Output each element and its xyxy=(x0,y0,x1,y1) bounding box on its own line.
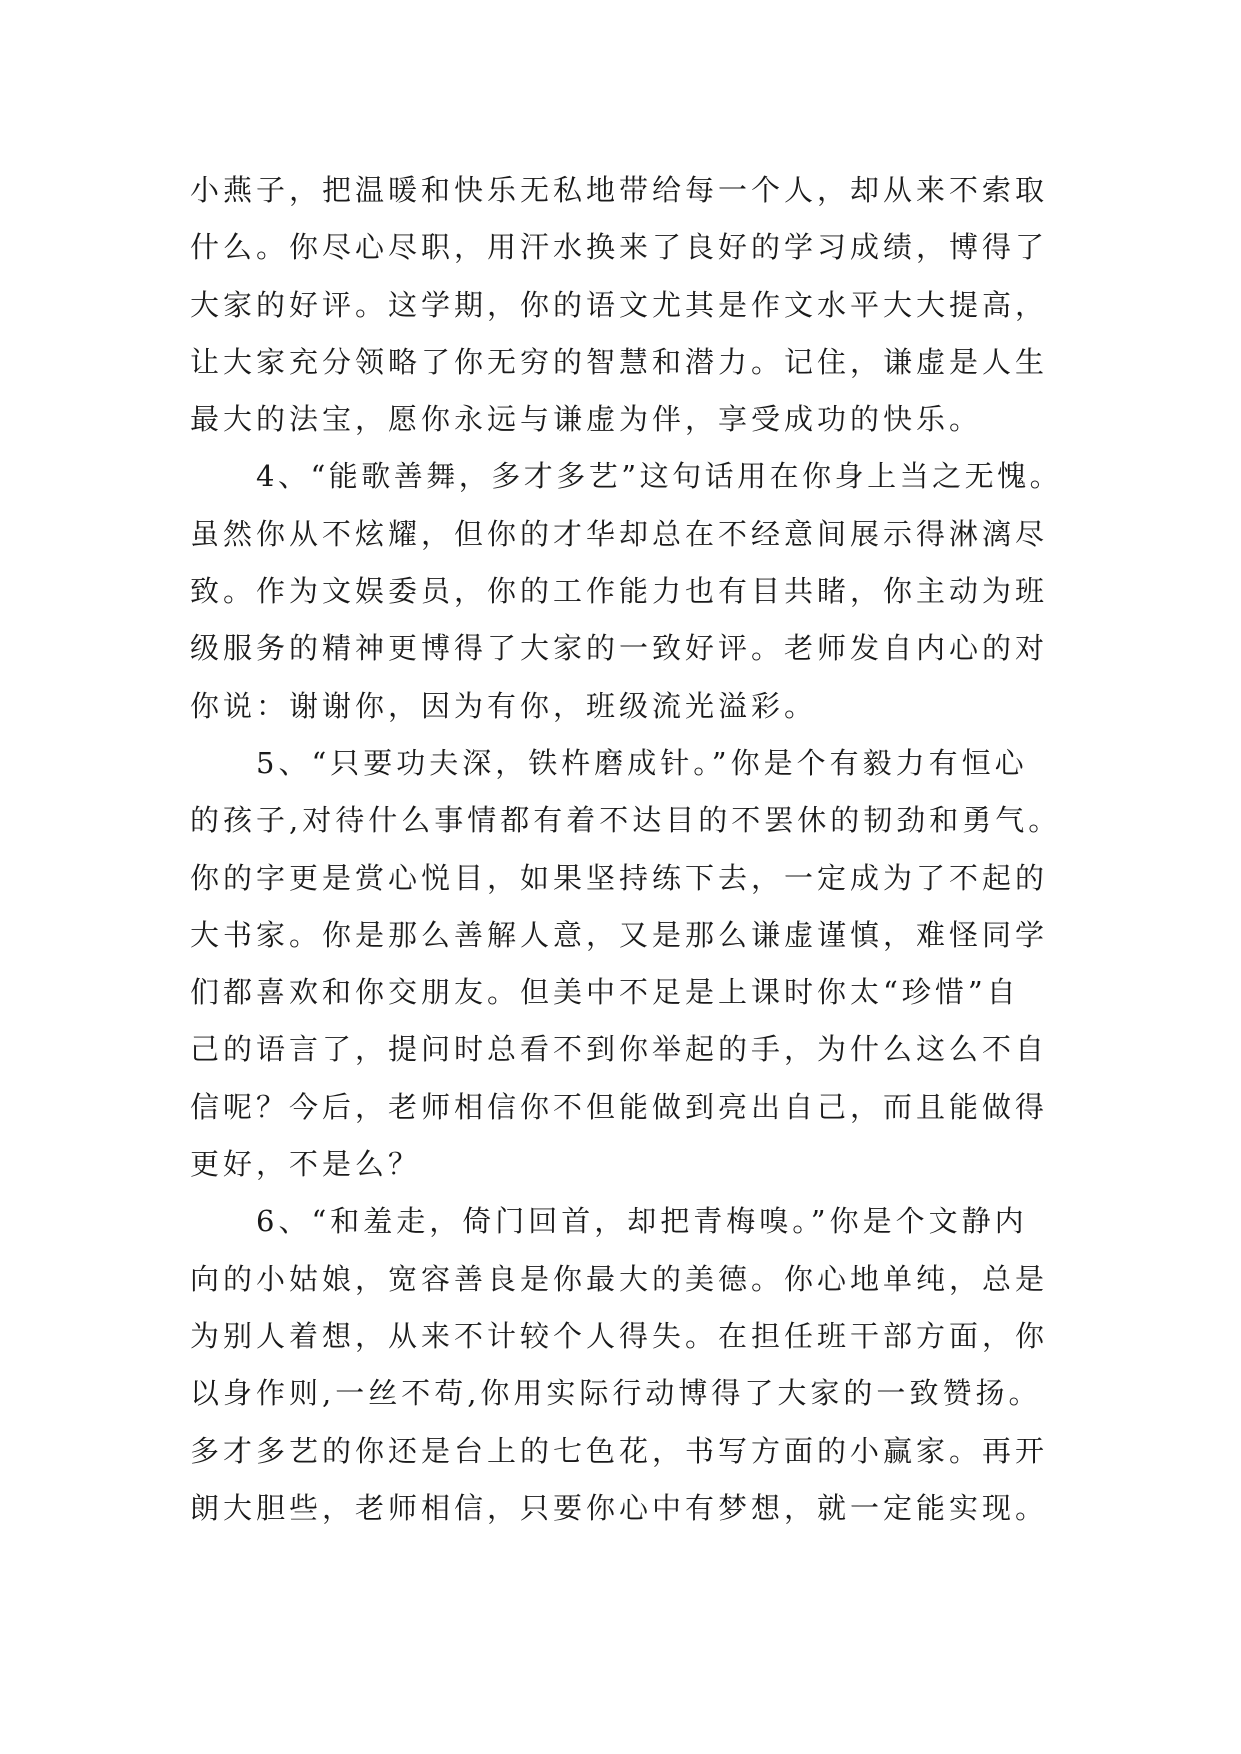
text-line: 最大的法宝，愿你永远与谦虚为伴，享受成功的快乐。 xyxy=(190,402,983,437)
text-line: 什么。你尽心尽职，用汗水换来了良好的学习成绩，博得了 xyxy=(190,230,1049,265)
body-text xyxy=(190,162,1070,1537)
text-line: 4、“能歌善舞，多才多艺”这句话用在你身上当之无愧。 xyxy=(256,459,1063,494)
text-line: 6、“和羞走，倚门回首，却把青梅嗅。”你是个文静内 xyxy=(256,1204,1028,1239)
text-line: 小燕子，把温暖和快乐无私地带给每一个人，却从来不索取 xyxy=(190,173,1049,207)
text-line: 级服务的精神更博得了大家的一致好评。老师发自内心的对 xyxy=(190,631,1049,666)
text-line: 们都喜欢和你交朋友。但美中不足是上课时你太“珍惜”自 xyxy=(190,975,1020,1010)
text-line: 更好，不是么？ xyxy=(190,1147,422,1182)
text-line: 己的语言了，提问时总看不到你举起的手，为什么这么不自 xyxy=(190,1032,1049,1067)
text-line: 致。作为文娱委员，你的工作能力也有目共睹，你主动为班 xyxy=(190,574,1049,609)
text-line: 以身作则,一丝不苟,你用实际行动博得了大家的一致赞扬。 xyxy=(190,1376,1042,1411)
text-line: 5、“只要功夫深，铁杵磨成针。”你是个有毅力有恒心 xyxy=(256,745,1028,780)
text-line: 虽然你从不炫耀，但你的才华却总在不经意间展示得淋漓尽 xyxy=(190,516,1049,551)
text-line: 信呢？今后，老师相信你不但能做到亮出自己，而且能做得 xyxy=(190,1089,1049,1124)
text-line: 向的小姑娘，宽容善良是你最大的美德。你心地单纯，总是 xyxy=(190,1261,1049,1296)
text-line: 让大家充分领略了你无穷的智慧和潜力。记住，谦虚是人生 xyxy=(190,344,1049,379)
text-line: 大书家。你是那么善解人意，又是那么谦虚谨慎，难怪同学 xyxy=(190,917,1049,952)
text-line: 为别人着想，从来不计较个人得失。在担任班干部方面，你 xyxy=(190,1318,1049,1353)
text-line: 你说：谢谢你，因为有你，班级流光溢彩。 xyxy=(190,688,818,723)
text-line: 你的字更是赏心悦目，如果坚持练下去，一定成为了不起的 xyxy=(190,860,1049,895)
text-line: 大家的好评。这学期，你的语文尤其是作文水平大大提高， xyxy=(190,287,1049,322)
text-line: 朗大胆些，老师相信，只要你心中有梦想，就一定能实现。 xyxy=(190,1490,1049,1525)
text-line: 的孩子,对待什么事情都有着不达目的不罢休的韧劲和勇气。 xyxy=(190,803,1062,838)
text-line: 多才多艺的你还是台上的七色花，书写方面的小赢家。再开 xyxy=(190,1433,1049,1468)
